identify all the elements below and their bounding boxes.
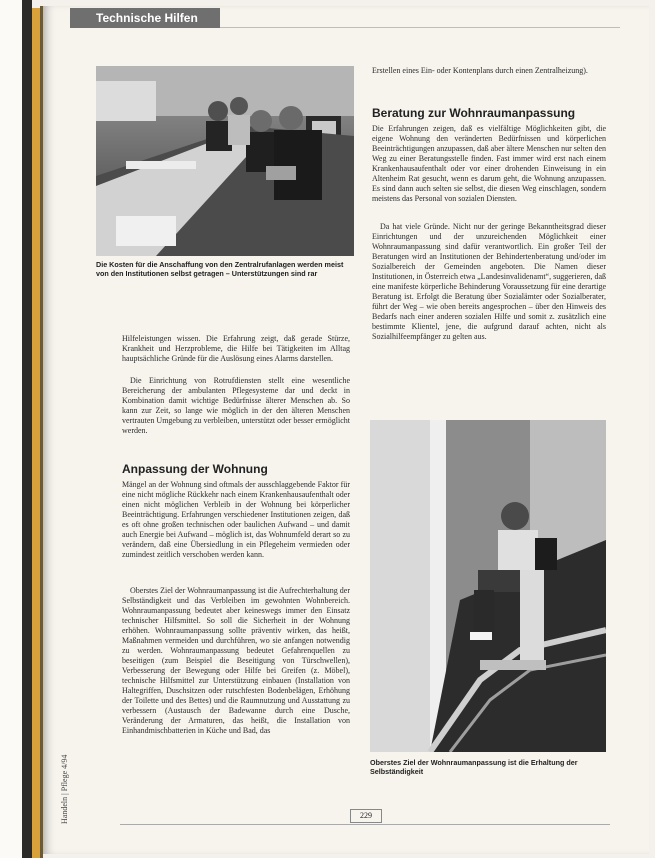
left-paragraph-1: Hilfeleistungen wissen. Die Erfahrung zeigt, daß gerade Stürze, Krankheit und Herzprobleme, die Hilfe bei Tätigkeiten im Alltag hauptsächliche Gründe für die Auslösung eines Alarms darstellen. bbox=[122, 334, 350, 363]
top-photo-caption: Die Kosten für die Anschaffung von den Zentralrufanlagen werden meist von den Institutionen selbst getragen – Unterstützungen sind rar bbox=[96, 260, 344, 278]
left-paragraph-3: Mängel an der Wohnung sind oftmals der ausschlaggebende Faktor für eine nicht mögliche Rückkehr nach einem Krankenhausaufenthalt oder einen nicht möglichen Verbleib in der Wohnung bei körperlicher Beeinträchtigung. Erfahrungen verschiedener Institutionen zeigen, daß es oft ohne großen technischen oder baulichen Aufwand – und damit auch Energie bei Aufwand – möglich ist, das Wohnumfeld derart so zu verändern, daß eine Übersiedlung in ein Pflegeheim vermieden oder zumindest zeitlich verschoben werden kann. bbox=[122, 480, 350, 559]
photo-stair-lift bbox=[370, 420, 606, 752]
right-paragraph-2: Da hat viele Gründe. Nicht nur der geringe Bekanntheitsgrad dieser Einrichtungen und der unzureichenden Möglichkeit einer Wohnraumanpassung sind dafür verantwortlich. Ein großer Teil der Beratungen wird an Institutionen der Behindertenberatung und/oder im Sozialbereich der Gemeinden angeboten. Die Namen dieser Institutionen, in Österreich etwa „Landesinvalidenamt“, suggerieren, daß eine manifeste körperliche Behinderung Voraussetzung für eine derartige Beratung ist. Erfolgt die Beratung über Sozialämter oder Sozialberater, führt der Weg – wie oben bereits angesprochen – über den Hinweis des Bedarfs nach einer anderen sozialen Hilfe und somit z. zusätzlich eine bestimmte Klientel, jene, die aufgrund darauf achten, nicht als Sozialhilfeempfänger zu gelten aus. bbox=[372, 222, 606, 341]
heading-beratung: Beratung zur Wohnraumanpassung bbox=[372, 106, 576, 120]
photo-control-room bbox=[96, 66, 354, 256]
book-spine-orange bbox=[32, 8, 40, 858]
left-paragraph-4: Oberstes Ziel der Wohnraumanpassung ist die Aufrechterhaltung der Selbständigkeit und das Verbleiben im gewohnten Wohnbereich. Wohnraumanpassung bedeutet aber keineswegs immer den Einsatz technischer Hilfsmittel. So soll die Sicherheit in der Wohnung erhöhen. Wohnraumanpassung sollte präventiv wirken, das heißt, Maßnahmen vermeiden und durchführen, wo sie anfangen notwendig zu werden. Wohnraumanpassung bedeutet Gefahrenquellen zu beseitigen (zum Beispiel die Beseitigung von Türschwellen), Verbesserung der Bewegung oder Hilfe bei Greifen (z. Möbel), technische Hilfsmittel zur Unterstützung einbauen (Installation von Haltegriffen, Duschsitzen oder rutschfesten Bodenbelägen, Erhöhung der Toilette und des Bettes) und die Raumnutzung und Ausstattung zu verbessern (Austausch der Badewanne durch eine Dusche, Veränderung der Armaturen, das heißt, die Installation von Einhandmischbatterien in Küche und Bad, das bbox=[122, 586, 350, 735]
page-number: 229 bbox=[350, 809, 382, 823]
book-spine-shadow bbox=[22, 0, 32, 858]
right-intro: Erstellen eines Ein- oder Kontenplans durch einen Zentralheizung). bbox=[372, 66, 588, 75]
header-rule bbox=[220, 27, 620, 28]
heading-anpassung: Anpassung der Wohnung bbox=[122, 462, 268, 476]
scan-background-edge bbox=[0, 0, 22, 858]
footer-rule bbox=[120, 824, 610, 825]
journal-side-note: Handeln | Pflege 4/94 bbox=[60, 754, 69, 824]
right-paragraph-1: Die Erfahrungen zeigen, daß es vielfältige Möglichkeiten gibt, die eigene Wohnung den veränderten Bedürfnissen und körperlichen Beeinträchtigungen anzupassen, daß aber ältere Menschen nur selten den Weg zu einer Beratungsstelle finden. Fast immer wird erst nach einem Krankenhausaufenthalt oder vor einer drohenden Einweisung in ein Altenheim Rat gesucht, wenn es darum geht, die Wohnung anzupassen. Es sind dann auch selten sie selbst, die diesen Weg einschlagen, sondern meistens das Personal von sozialen Diensten. bbox=[372, 124, 606, 203]
left-paragraph-2: Die Einrichtung von Rotrufdiensten stellt eine wesentliche Bereicherung der ambulanten Pflegesysteme dar und deckt in Kombination damit wichtige Bedürfnisse älterer Menschen ab. So kann zur Zeit, so lange wie möglich in der den älteren Menschen vertrauten Umgebung zu verbleiben, unterstützt oder besser ermöglicht werden. bbox=[122, 376, 350, 435]
section-header: Technische Hilfen bbox=[70, 8, 220, 28]
bottom-photo-caption: Oberstes Ziel der Wohnraumanpassung ist die Erhaltung der Selbständigkeit bbox=[370, 758, 578, 776]
